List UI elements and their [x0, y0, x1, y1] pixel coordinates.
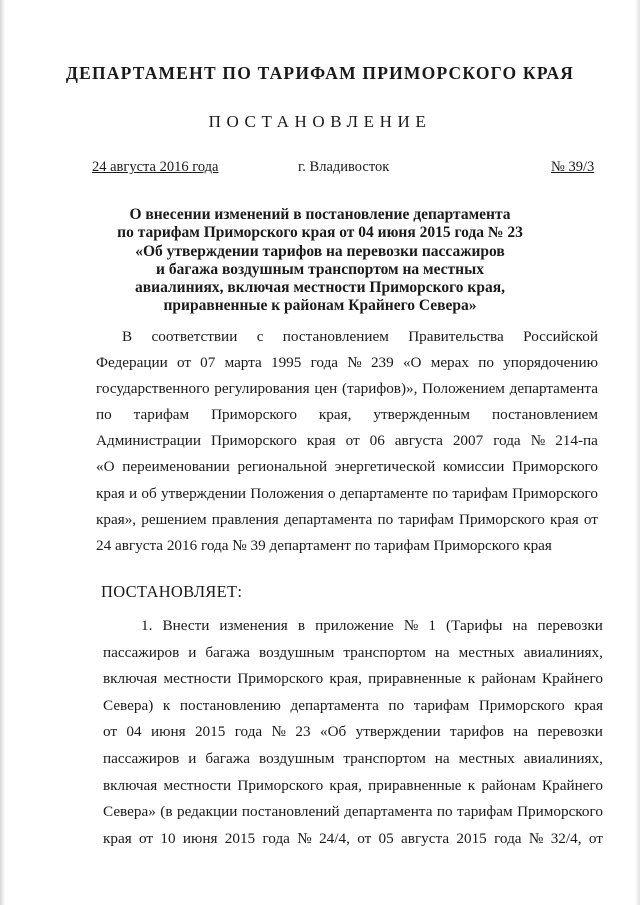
- word: постановлением: [282, 328, 389, 345]
- word: №: [528, 829, 544, 847]
- word: августа: [401, 829, 450, 847]
- word: по: [377, 510, 394, 528]
- word: 23: [295, 723, 311, 741]
- word: «О: [402, 354, 422, 372]
- document-date: 24 августа 2016 года: [92, 159, 219, 175]
- word: приравненные: [368, 776, 462, 794]
- word: края: [574, 696, 603, 714]
- word: тарифов: [450, 723, 504, 741]
- word: 10: [160, 829, 176, 847]
- word: июня: [182, 829, 218, 847]
- word: 2015: [456, 829, 487, 847]
- word: воздушным: [259, 643, 335, 661]
- word: №: [403, 617, 419, 634]
- text-line: [103, 613, 603, 640]
- word: Приморского: [210, 432, 297, 450]
- word: №: [347, 354, 362, 372]
- word: о: [328, 484, 336, 502]
- word: Приморского: [458, 510, 545, 528]
- word: тарифам: [413, 696, 470, 714]
- text-line: [103, 799, 603, 826]
- word: об: [141, 484, 157, 502]
- text-line: [96, 481, 598, 507]
- word: на: [434, 643, 450, 661]
- word: изменения: [219, 617, 288, 634]
- word: на: [513, 723, 529, 741]
- word: комиссии: [443, 458, 505, 476]
- word: департамента: [290, 696, 379, 714]
- text-line: [96, 402, 598, 428]
- text-line: [96, 324, 598, 350]
- preamble-paragraph: [96, 324, 598, 559]
- word: и: [128, 484, 138, 502]
- word: с: [256, 328, 264, 345]
- word: 07: [200, 354, 216, 372]
- word: Севера): [103, 696, 154, 714]
- word: года: [493, 432, 521, 450]
- text-line: [103, 746, 603, 773]
- word: края,: [329, 776, 362, 794]
- word: департамента: [283, 510, 373, 528]
- word: включая: [103, 776, 158, 794]
- word: тарифам: [452, 484, 508, 502]
- subject-line: по тарифам Приморского края от 04 июня 2015 года № 23: [117, 224, 523, 242]
- word: тарифам: [457, 803, 513, 821]
- word: местности: [163, 776, 232, 794]
- word: Приморского: [517, 803, 603, 821]
- text-line: [103, 640, 603, 667]
- word: от: [139, 829, 154, 847]
- word: регулирования: [214, 380, 310, 398]
- word: (тарифов)»,: [342, 380, 418, 398]
- word: года: [234, 723, 263, 741]
- text-line: [96, 454, 598, 480]
- word: 32/4,: [550, 829, 582, 847]
- word: багажа: [205, 643, 251, 661]
- word: местности: [163, 670, 232, 688]
- word: к: [467, 670, 476, 688]
- word: 06: [369, 432, 385, 450]
- word: цен: [314, 380, 338, 398]
- word: «Об: [319, 723, 347, 741]
- word: края: [306, 432, 336, 450]
- word: года: [310, 354, 339, 372]
- word: транспортом: [343, 749, 426, 767]
- word: местных: [458, 643, 515, 661]
- word: 2015: [224, 829, 256, 847]
- subject-line: «Об утверждении тарифов на перевозки пассажиров: [135, 242, 505, 260]
- word: августа: [394, 432, 443, 450]
- word: №: [271, 723, 287, 741]
- word: 2007: [452, 432, 484, 450]
- text-line: [103, 773, 603, 800]
- word: 24/4,: [319, 829, 350, 847]
- word: Федерации: [96, 354, 168, 372]
- document-type-heading: ПОСТАНОВЛЕНИЕ: [208, 112, 432, 131]
- word: соответствии: [151, 328, 238, 345]
- word: Российской: [523, 328, 598, 345]
- word: по: [478, 354, 494, 372]
- word: Севера»: [103, 803, 156, 821]
- word: от: [103, 723, 118, 741]
- word: багажа: [205, 749, 251, 767]
- text-line: [103, 666, 603, 693]
- word: 24 августа 2016 года № 39 департамент по тарифам Приморского края: [96, 536, 552, 554]
- subject-line: авиалиниях, включая местности Приморского края,: [135, 279, 505, 297]
- word: Приморского: [237, 776, 324, 794]
- word: «О: [96, 458, 115, 476]
- word: 1995: [270, 354, 302, 372]
- word: перевозки: [537, 617, 603, 634]
- word: края: [96, 484, 125, 502]
- department-heading: ДЕПАРТАМЕНТ ПО ТАРИФАМ ПРИМОРСКОГО КРАЯ: [65, 63, 575, 83]
- word: авиалиниях,: [523, 643, 603, 661]
- word: Положением: [422, 380, 505, 398]
- word: края,: [329, 670, 362, 688]
- word: края,: [318, 406, 352, 424]
- word: авиалиниях,: [523, 749, 603, 767]
- text-line: [96, 533, 598, 559]
- text-line: [96, 376, 598, 402]
- word: по: [388, 696, 405, 714]
- word: постановлением: [491, 406, 598, 424]
- word: энергетической: [334, 458, 436, 476]
- word: В: [122, 328, 133, 345]
- word: региональной: [237, 458, 328, 476]
- word: года: [494, 829, 522, 847]
- word: транспортом: [343, 643, 426, 661]
- word: утвержденным: [373, 406, 471, 424]
- word: и: [188, 749, 197, 767]
- subject-line: приравненные к районам Крайнего Севера»: [163, 297, 477, 315]
- word: утверждении: [161, 484, 247, 502]
- word: редакции: [176, 803, 238, 821]
- text-line: [103, 693, 603, 720]
- resolve-heading: ПОСТАНОВЛЯЕТ:: [101, 582, 243, 601]
- word: департаменте: [339, 484, 429, 502]
- word: Внести: [162, 617, 210, 634]
- word: по: [96, 406, 112, 424]
- text-line: [103, 826, 603, 853]
- word: на: [434, 749, 450, 767]
- word: по: [432, 484, 449, 502]
- word: перевозки: [537, 723, 603, 741]
- word: 2015: [194, 723, 226, 741]
- word: в: [297, 617, 306, 634]
- text-line: [96, 428, 598, 454]
- word: Приморского: [512, 484, 598, 502]
- word: края: [103, 829, 132, 847]
- word: Приморского: [512, 458, 598, 476]
- document-city: г. Владивосток: [298, 159, 390, 175]
- word: (в: [160, 803, 173, 821]
- word: края»,: [96, 510, 137, 528]
- word: 1: [428, 617, 436, 634]
- word: тарифам: [133, 406, 190, 424]
- word: №: [530, 432, 546, 450]
- word: воздушным: [259, 749, 335, 767]
- word: Крайнего: [542, 776, 603, 794]
- document-number: № 39/3: [551, 159, 595, 175]
- page-edge-shadow-left: [0, 0, 5, 905]
- text-line: [103, 719, 603, 746]
- word: правления: [211, 510, 279, 528]
- word: июня: [150, 723, 186, 741]
- word: постановлений: [241, 803, 340, 821]
- word: Правительства: [408, 328, 504, 345]
- word: от: [345, 432, 360, 450]
- word: пассажиров: [103, 749, 180, 767]
- word: к: [467, 776, 476, 794]
- word: края: [550, 510, 579, 528]
- word: марта: [224, 354, 262, 372]
- word: утверждении: [355, 723, 441, 741]
- word: районам: [481, 670, 536, 688]
- word: департамента: [344, 803, 433, 821]
- word: к: [162, 696, 171, 714]
- word: Приморского: [478, 696, 565, 714]
- word: (Тарифы: [446, 617, 503, 634]
- text-line: [96, 350, 598, 376]
- word: Крайнего: [542, 670, 603, 688]
- word: Администрации: [96, 432, 201, 450]
- word: на: [512, 617, 528, 634]
- word: упорядочению: [503, 354, 598, 372]
- word: 214-па: [555, 432, 598, 450]
- page-edge-shadow-right: [635, 0, 640, 905]
- word: от: [176, 354, 191, 372]
- word: Положения: [250, 484, 324, 502]
- word: местных: [458, 749, 515, 767]
- subject-title: [0, 206, 640, 316]
- word: районам: [481, 776, 536, 794]
- word: 05: [378, 829, 394, 847]
- word: приложение: [315, 617, 394, 634]
- word: решением: [141, 510, 207, 528]
- word: от: [583, 510, 598, 528]
- subject-line: и багажа воздушным транспортом на местных: [156, 260, 484, 278]
- word: департамента: [509, 380, 598, 398]
- word: переименовании: [122, 458, 230, 476]
- word: от: [357, 829, 372, 847]
- word: от: [588, 829, 603, 847]
- word: приравненные: [368, 670, 462, 688]
- word: года: [262, 829, 290, 847]
- word: 1.: [141, 617, 153, 634]
- word: 239: [370, 354, 394, 372]
- word: по: [436, 803, 453, 821]
- word: 04: [126, 723, 142, 741]
- word: №: [297, 829, 312, 847]
- word: пассажиров: [103, 643, 180, 661]
- word: и: [188, 643, 197, 661]
- word: постановлению: [179, 696, 281, 714]
- resolution-item-1: [103, 613, 603, 852]
- word: Приморского: [237, 670, 324, 688]
- word: мерах: [430, 354, 469, 372]
- word: тарифам: [398, 510, 454, 528]
- word: государственного: [96, 380, 210, 398]
- word: Приморского: [211, 406, 297, 424]
- subject-line: О внесении изменений в постановление департамента: [129, 206, 511, 223]
- text-line: [96, 507, 598, 533]
- word: включая: [103, 670, 158, 688]
